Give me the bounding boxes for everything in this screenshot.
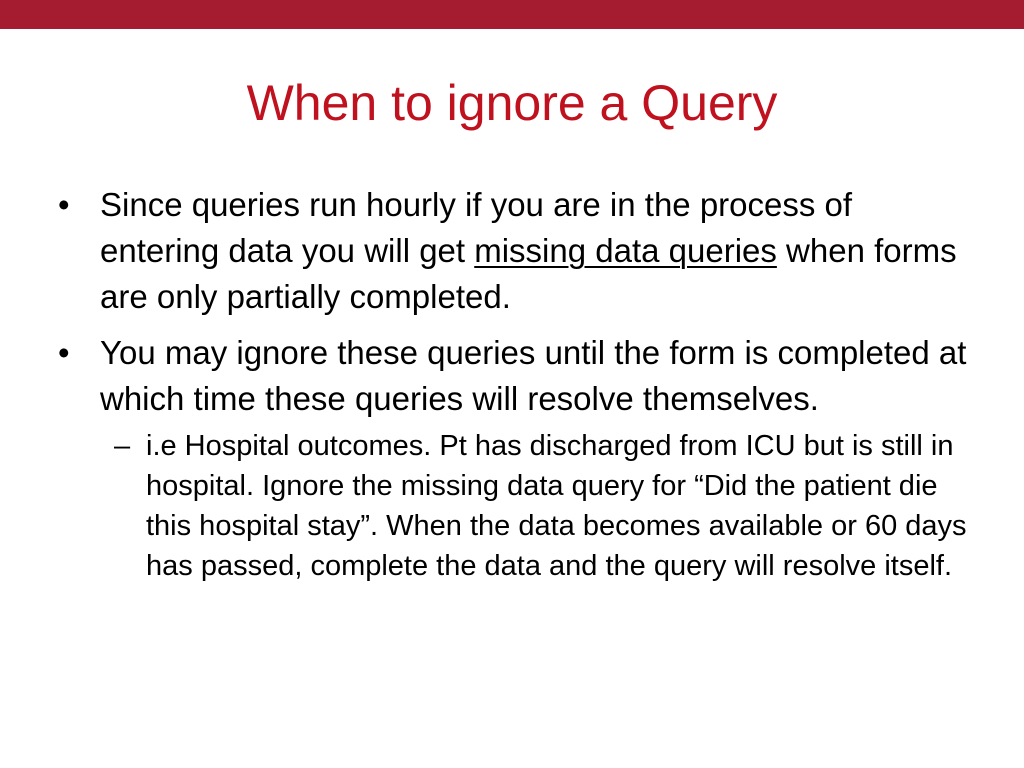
sub-bullet-text: i.e Hospital outcomes. Pt has discharged from ICU but is still in hospital. Ignore the missing data query for “Did the patient die this hospital stay”. When the data becomes available or 60 days has passed, complete the data and the query will resolve itself. (146, 430, 967, 582)
bullet-1-underlined-text: missing data queries (474, 232, 777, 269)
bullet-1-text-part-2: when forms are only partially completed. (100, 232, 957, 315)
bullet-1-text-part-1: Since queries run hourly if you are in the process of entering data you will get (100, 186, 853, 269)
bullet-item-1 (58, 182, 978, 320)
dash-bullet-icon: – (114, 430, 131, 462)
slide-body (58, 182, 978, 586)
bullet-item-2 (58, 330, 978, 422)
sub-bullet-item (102, 426, 978, 586)
slide-title: When to ignore a Query (246, 75, 778, 131)
bullet-dot-icon: • (58, 186, 70, 223)
top-accent-bar (0, 0, 1024, 29)
bullet-dot-icon: • (58, 334, 70, 371)
bullet-2-text: You may ignore these queries until the form is completed at which time these queries will resolve themselves. (100, 334, 967, 417)
